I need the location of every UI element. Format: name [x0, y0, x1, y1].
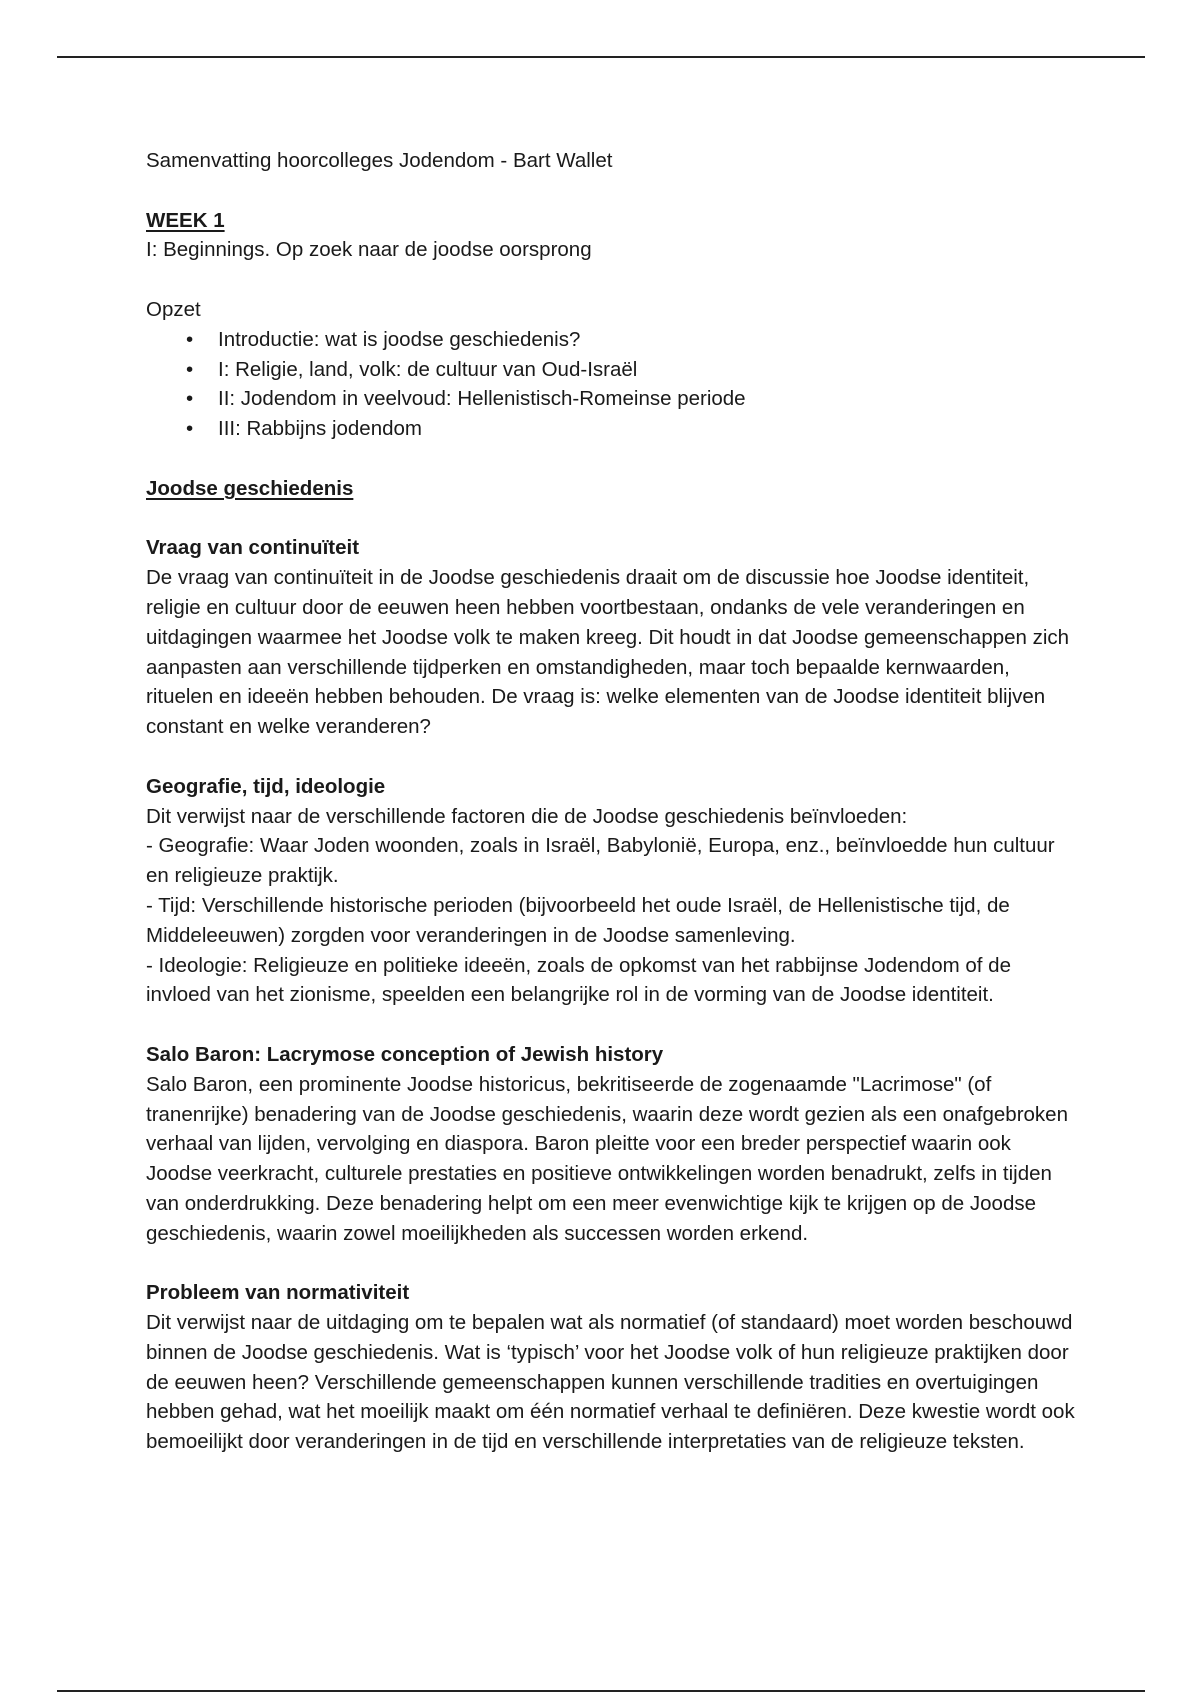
spacer	[146, 1010, 1076, 1040]
opzet-label: Opzet	[146, 297, 201, 321]
bullet-icon: •	[186, 387, 194, 411]
week-heading: WEEK 1	[146, 208, 225, 232]
lecture-title: I: Beginnings. Op zoek naar de joodse oorsprong	[146, 238, 592, 262]
bullet-icon: •	[186, 327, 194, 351]
paragraph: Salo Baron, een prominente Joodse historicus, bekritiseerde de zogenaamde "Lacrimose" (of tranenrijke) benadering van de Joodse geschiedenis, waarin deze wordt gezien als een onafgebroken verhaal van lijden, vervolging en diaspora. Baron pleitte voor een breder perspectief waarin ook Joodse veerkracht, culturele prestaties en positieve ontwikkelingen worden benadrukt, zelfs in tijden van onderdrukking. Deze benadering helpt om een meer evenwichtige kijk te krijgen op de Joodse geschiedenis, waarin zowel moeilijkheden als successen worden erkend.	[146, 1072, 1068, 1245]
spacer	[146, 176, 1076, 206]
spacer	[146, 1248, 1076, 1278]
opzet-list	[146, 325, 1076, 444]
paragraph: De vraag van continuïteit in de Joodse geschiedenis draait om de discussie hoe Joodse identiteit, religie en cultuur door de eeuwen heen hebben voortbestaan, ondanks de vele veranderingen en uitdagingen waarmee het Joodse volk te maken kreeg. Dit houdt in dat Joodse gemeenschappen zich aanpasten aan verschillende tijdperken en omstandigheden, maar toch bepaalde kernwaarden, rituelen en ideeën hebben behouden. De vraag is: welke elementen van de Joodse identiteit blijven constant en welke veranderen?	[146, 566, 1070, 739]
list-item-text: II: Jodendom in veelvoud: Hellenistisch-Romeinse periode	[218, 387, 746, 411]
subheading-salo-baron: Salo Baron: Lacrymose conception of Jewish history	[146, 1042, 664, 1066]
paragraph: Dit verwijst naar de verschillende factoren die de Joodse geschiedenis beïnvloeden:	[146, 804, 908, 828]
spacer	[146, 265, 1076, 295]
list-item-text: Introductie: wat is joodse geschiedenis?	[218, 327, 581, 351]
bullet-icon: •	[186, 417, 194, 441]
document-body	[146, 146, 1076, 1457]
subheading-continuity: Vraag van continuïteit	[146, 536, 360, 560]
paragraph: - Ideologie: Religieuze en politieke ideeën, zoals de opkomst van het rabbijnse Jodendom of de invloed van het zionisme, speelden een belangrijke rol in de vorming van de Joodse identiteit.	[146, 953, 1011, 1007]
header-rule	[57, 56, 1145, 58]
list-item-text: III: Rabbijns jodendom	[218, 417, 422, 441]
section-heading: Joodse geschiedenis	[146, 476, 354, 500]
spacer	[146, 742, 1076, 772]
bullet-icon: •	[186, 357, 194, 381]
list-item	[146, 384, 1076, 414]
paragraph: - Geografie: Waar Joden woonden, zoals in Israël, Babylonië, Europa, enz., beïnvloedde hun cultuur en religieuze praktijk.	[146, 834, 1055, 888]
subheading-geography: Geografie, tijd, ideologie	[146, 774, 386, 798]
list-item	[146, 325, 1076, 355]
list-item	[146, 355, 1076, 385]
spacer	[146, 444, 1076, 474]
document-title: Samenvatting hoorcolleges Jodendom - Bart Wallet	[146, 149, 613, 172]
subheading-normativity: Probleem van normativiteit	[146, 1281, 410, 1305]
footer-rule	[57, 1690, 1145, 1692]
list-item-text: I: Religie, land, volk: de cultuur van Oud-Israël	[218, 357, 638, 381]
paragraph: Dit verwijst naar de uitdaging om te bepalen wat als normatief (of standaard) moet worden beschouwd binnen de Joodse geschiedenis. Wat is ‘typisch’ voor het Joodse volk of hun religieuze praktijken door de eeuwen heen? Verschillende gemeenschappen kunnen verschillende tradities en overtuigingen hebben gehad, wat het moeilijk maakt om één normatief verhaal te definiëren. Deze kwestie wordt ook bemoeilijkt door veranderingen in de tijd en verschillende interpretaties van de religieuze teksten.	[146, 1311, 1075, 1454]
list-item	[146, 414, 1076, 444]
paragraph: - Tijd: Verschillende historische perioden (bijvoorbeeld het oude Israël, de Hellenistische tijd, de Middeleeuwen) zorgden voor veranderingen in de Joodse samenleving.	[146, 893, 1010, 947]
spacer	[146, 504, 1076, 534]
